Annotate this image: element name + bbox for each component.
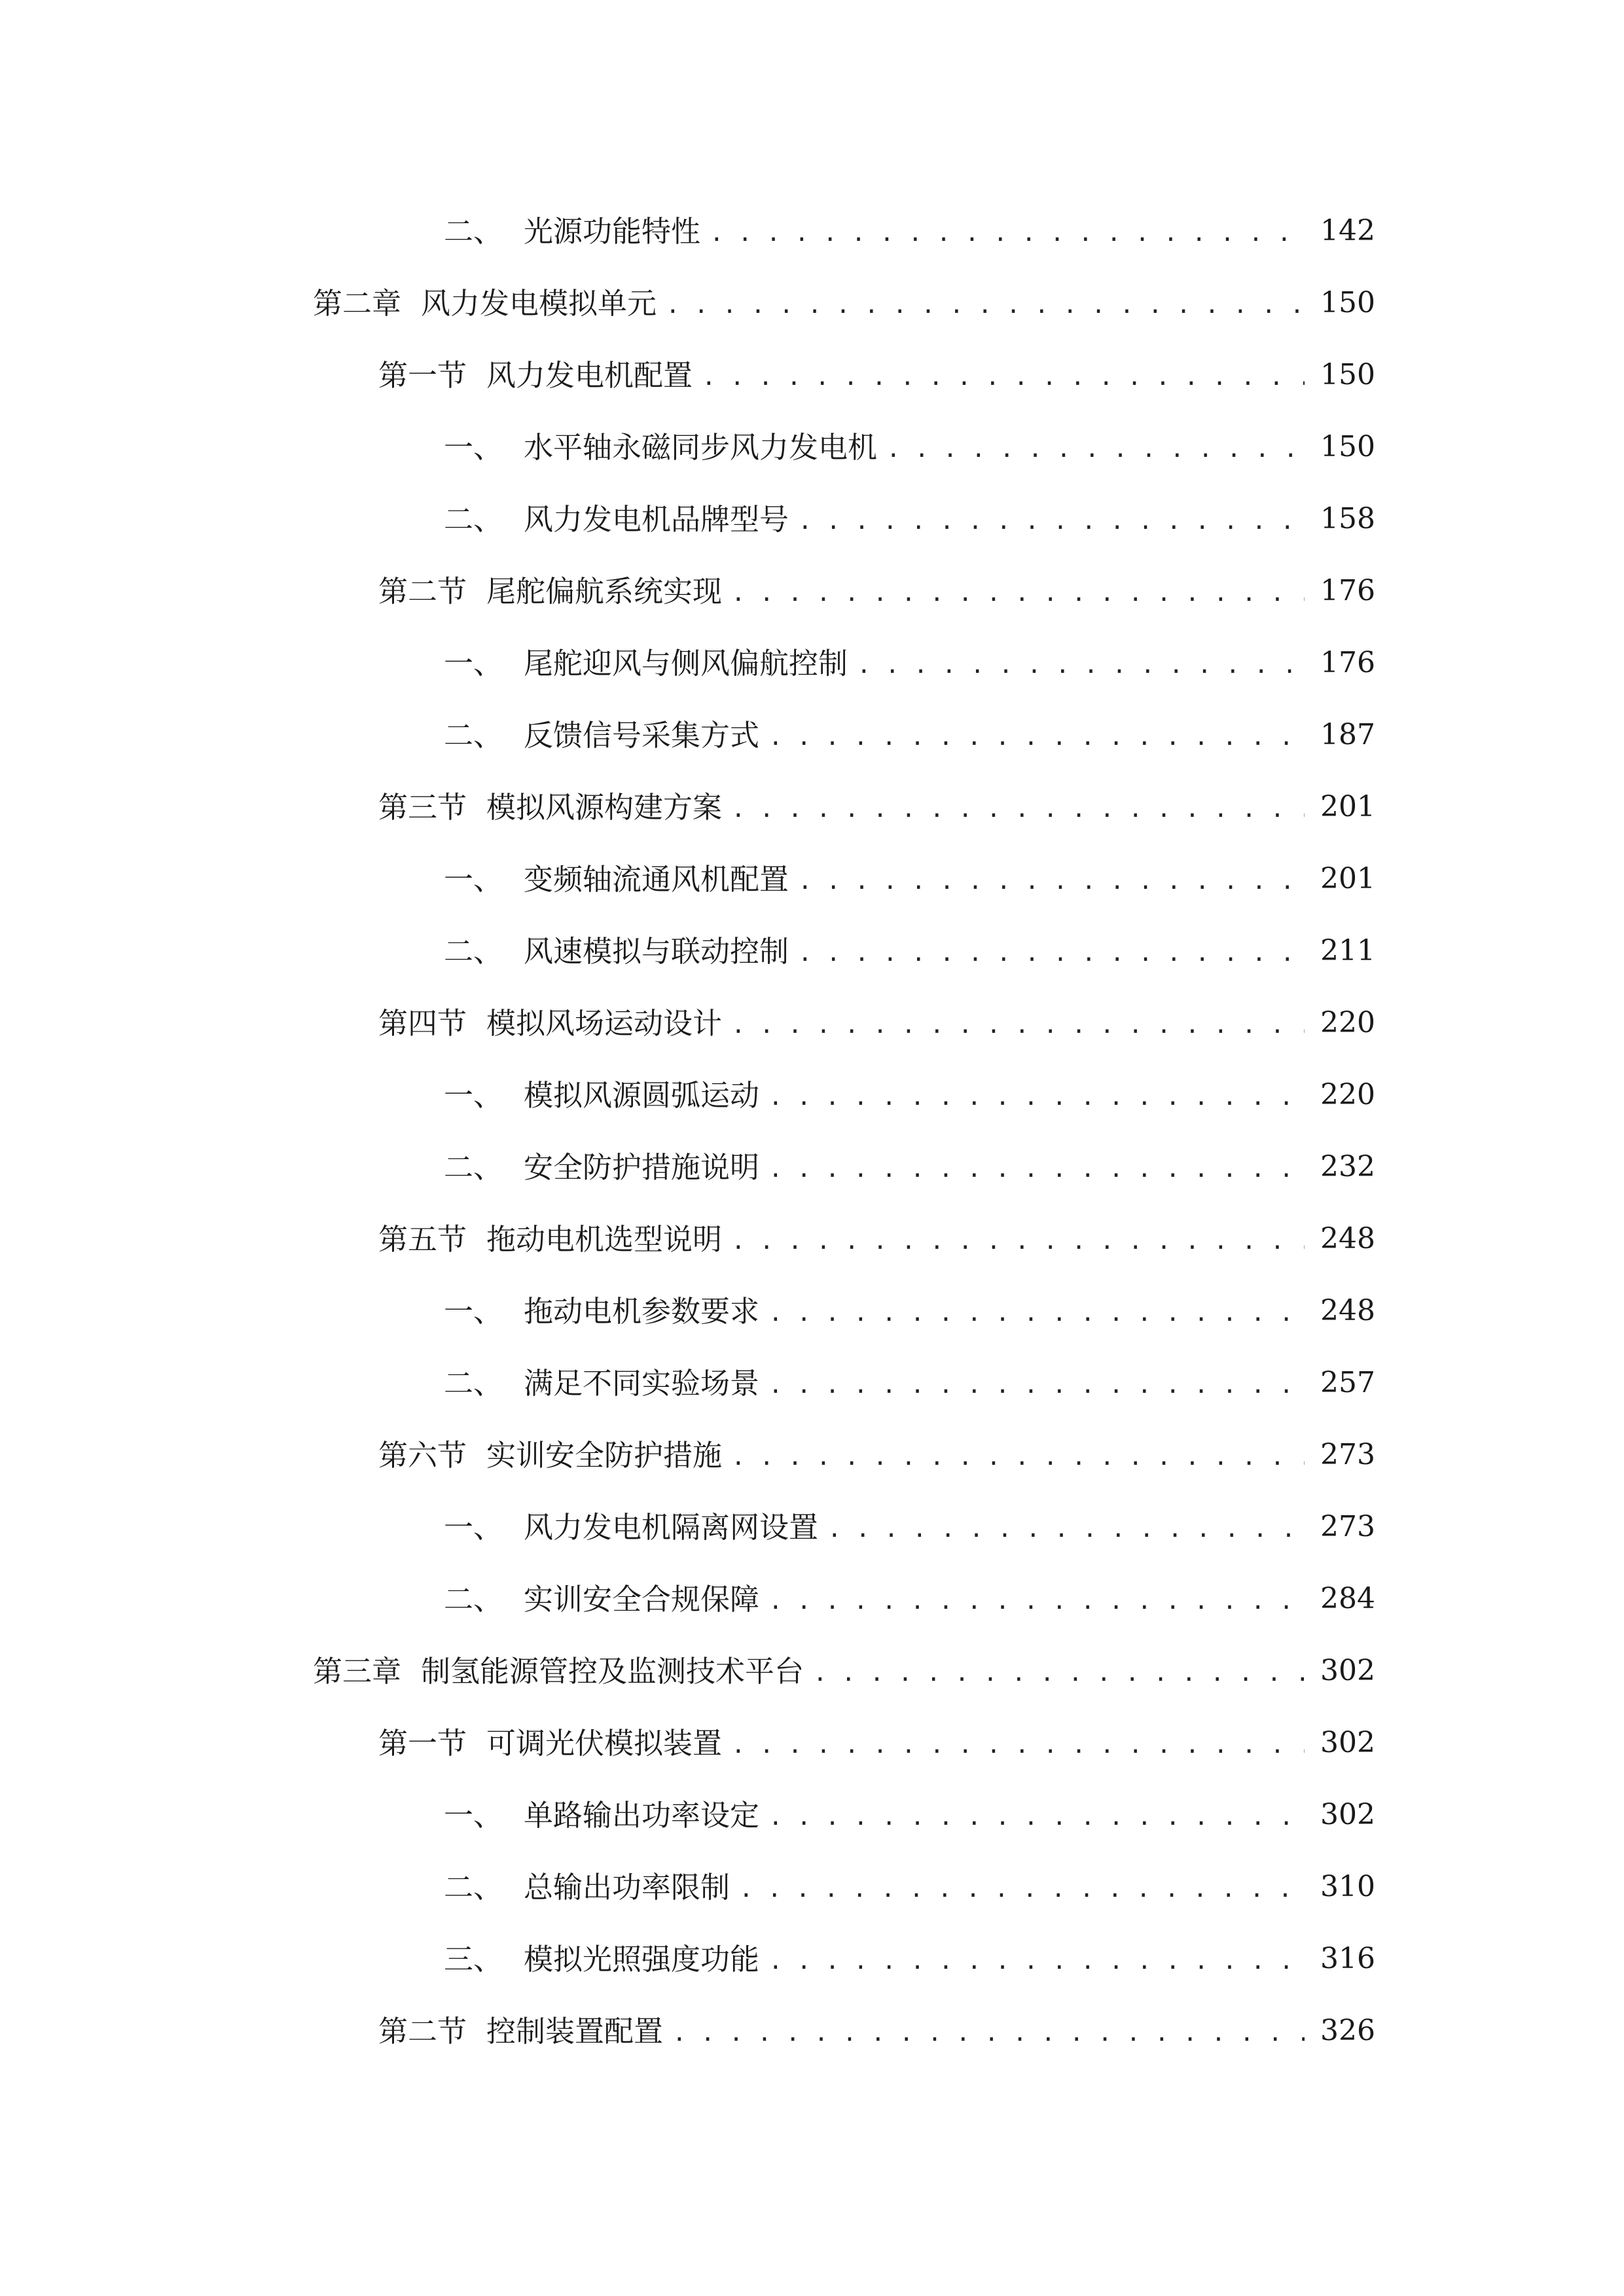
toc-page-number: 211 xyxy=(1320,934,1375,967)
toc-entry-level-3[interactable] xyxy=(0,699,1624,771)
toc-entry-link[interactable] xyxy=(444,1563,1375,1635)
toc-page-number: 158 xyxy=(1320,502,1375,535)
toc-entry-link[interactable] xyxy=(444,1131,1375,1203)
toc-entry-number: 一、 xyxy=(444,1509,503,1545)
toc-page-number: 326 xyxy=(1320,2014,1375,2047)
toc-entry-number: 第一节 xyxy=(378,1725,467,1761)
toc-entry-title: 模拟风源圆弧运动 xyxy=(524,1077,760,1113)
toc-dot-leader xyxy=(739,1878,1305,1901)
toc-dot-leader xyxy=(731,582,1305,605)
toc-entry-level-1[interactable] xyxy=(0,1635,1624,1707)
toc-entry-title: 安全防护措施说明 xyxy=(524,1149,760,1185)
toc-entry-number: 一、 xyxy=(444,429,503,465)
toc-dot-leader xyxy=(666,294,1305,317)
toc-entry-level-3[interactable] xyxy=(0,1851,1624,1923)
toc-entry-title: 尾舵偏航系统实现 xyxy=(486,573,723,609)
toc-dot-leader xyxy=(672,2022,1305,2045)
toc-entry-level-3[interactable] xyxy=(0,915,1624,987)
toc-dot-leader xyxy=(731,1734,1305,1757)
toc-entry-level-2[interactable] xyxy=(0,771,1624,843)
toc-page-number: 284 xyxy=(1320,1582,1375,1615)
toc-entry-link[interactable] xyxy=(378,1203,1375,1275)
toc-dot-leader xyxy=(857,654,1305,677)
toc-page-number: 273 xyxy=(1320,1438,1375,1471)
table-of-contents xyxy=(0,195,1624,2067)
toc-dot-leader xyxy=(827,1518,1305,1541)
toc-entry-number: 第一节 xyxy=(378,357,467,393)
toc-entry-title: 单路输出功率设定 xyxy=(524,1797,760,1833)
toc-entry-level-3[interactable] xyxy=(0,195,1624,267)
toc-entry-number: 第三章 xyxy=(313,1653,402,1689)
toc-dot-leader xyxy=(798,510,1305,533)
toc-entry-number: 二、 xyxy=(444,213,503,249)
toc-page-number: 142 xyxy=(1320,214,1375,247)
toc-entry-number: 第六节 xyxy=(378,1437,467,1473)
toc-page-number: 310 xyxy=(1320,1870,1375,1903)
toc-entry-number: 二、 xyxy=(444,501,503,537)
toc-entry-number: 二、 xyxy=(444,1869,503,1905)
toc-entry-level-3[interactable] xyxy=(0,1347,1624,1419)
toc-page-number: 302 xyxy=(1320,1726,1375,1759)
toc-entry-title: 模拟光照强度功能 xyxy=(524,1941,760,1977)
toc-entry-link[interactable] xyxy=(444,411,1375,483)
toc-entry-level-3[interactable] xyxy=(0,1923,1624,1995)
toc-page-number: 232 xyxy=(1320,1150,1375,1183)
toc-entry-link[interactable] xyxy=(378,339,1375,411)
toc-entry-link[interactable] xyxy=(313,1635,1375,1707)
toc-page-number: 201 xyxy=(1320,862,1375,895)
toc-entry-link[interactable] xyxy=(444,627,1375,699)
toc-entry-link[interactable] xyxy=(444,843,1375,915)
toc-page-number: 248 xyxy=(1320,1222,1375,1255)
toc-entry-number: 一、 xyxy=(444,1293,503,1329)
toc-dot-leader xyxy=(768,1302,1305,1325)
toc-entry-number: 第五节 xyxy=(378,1221,467,1257)
toc-entry-level-3[interactable] xyxy=(0,1563,1624,1635)
toc-page-number: 201 xyxy=(1320,790,1375,823)
toc-page-number: 187 xyxy=(1320,718,1375,751)
toc-entry-number: 第二节 xyxy=(378,573,467,609)
toc-entry-title: 实训安全合规保障 xyxy=(524,1581,760,1617)
toc-dot-leader xyxy=(768,1374,1305,1397)
toc-entry-level-2[interactable] xyxy=(0,339,1624,411)
toc-entry-level-1[interactable] xyxy=(0,267,1624,339)
toc-entry-title: 水平轴永磁同步风力发电机 xyxy=(524,429,878,465)
toc-dot-leader xyxy=(768,1950,1305,1973)
toc-entry-title: 风力发电机配置 xyxy=(486,357,693,393)
toc-entry-link[interactable] xyxy=(444,1851,1375,1923)
toc-page-number: 302 xyxy=(1320,1654,1375,1687)
toc-entry-link[interactable] xyxy=(444,1347,1375,1419)
toc-page-number: 316 xyxy=(1320,1942,1375,1975)
toc-entry-link[interactable] xyxy=(378,987,1375,1059)
toc-page-number: 273 xyxy=(1320,1510,1375,1543)
toc-page-number: 257 xyxy=(1320,1366,1375,1399)
toc-entry-title: 模拟风场运动设计 xyxy=(486,1005,723,1041)
toc-entry-title: 风速模拟与联动控制 xyxy=(524,933,789,969)
toc-page-number: 220 xyxy=(1320,1006,1375,1039)
toc-entry-level-2[interactable] xyxy=(0,987,1624,1059)
toc-entry-title: 风力发电机品牌型号 xyxy=(524,501,789,537)
toc-page-number: 248 xyxy=(1320,1294,1375,1327)
toc-page-number: 176 xyxy=(1320,646,1375,679)
toc-entry-number: 第三节 xyxy=(378,789,467,825)
toc-entry-number: 二、 xyxy=(444,1149,503,1185)
toc-entry-number: 第四节 xyxy=(378,1005,467,1041)
toc-entry-number: 一、 xyxy=(444,1077,503,1113)
toc-dot-leader xyxy=(768,1806,1305,1829)
toc-dot-leader xyxy=(731,798,1305,821)
toc-entry-level-3[interactable] xyxy=(0,1491,1624,1563)
toc-page-number: 220 xyxy=(1320,1078,1375,1111)
toc-entry-link[interactable] xyxy=(378,1995,1375,2067)
toc-dot-leader xyxy=(731,1446,1305,1469)
toc-entry-link[interactable] xyxy=(444,1059,1375,1131)
toc-entry-title: 光源功能特性 xyxy=(524,213,701,249)
toc-entry-number: 第二节 xyxy=(378,2013,467,2049)
toc-entry-level-3[interactable] xyxy=(0,1059,1624,1131)
toc-entry-title: 拖动电机选型说明 xyxy=(486,1221,723,1257)
toc-entry-number: 一、 xyxy=(444,1797,503,1833)
toc-entry-title: 可调光伏模拟装置 xyxy=(486,1725,723,1761)
toc-entry-title: 实训安全防护措施 xyxy=(486,1437,723,1473)
toc-entry-link[interactable] xyxy=(313,267,1375,339)
toc-entry-number: 二、 xyxy=(444,933,503,969)
toc-dot-leader xyxy=(768,1086,1305,1109)
toc-page-number: 150 xyxy=(1320,430,1375,463)
toc-entry-link[interactable] xyxy=(378,555,1375,627)
toc-entry-link[interactable] xyxy=(444,1779,1375,1851)
toc-entry-level-2[interactable] xyxy=(0,555,1624,627)
toc-entry-link[interactable] xyxy=(378,771,1375,843)
toc-entry-number: 第二章 xyxy=(313,285,402,321)
toc-dot-leader xyxy=(768,1158,1305,1181)
toc-entry-level-3[interactable] xyxy=(0,1131,1624,1203)
toc-page-number: 150 xyxy=(1320,286,1375,319)
toc-dot-leader xyxy=(768,1590,1305,1613)
toc-entry-link[interactable] xyxy=(444,699,1375,771)
toc-entry-title: 风力发电机隔离网设置 xyxy=(524,1509,819,1545)
toc-entry-title: 总输出功率限制 xyxy=(524,1869,731,1905)
toc-entry-level-2[interactable] xyxy=(0,1419,1624,1491)
toc-dot-leader xyxy=(798,870,1305,893)
toc-entry-level-3[interactable] xyxy=(0,627,1624,699)
toc-entry-level-2[interactable] xyxy=(0,1995,1624,2067)
toc-entry-title: 反馈信号采集方式 xyxy=(524,717,760,753)
toc-entry-title: 尾舵迎风与侧风偏航控制 xyxy=(524,645,848,681)
toc-dot-leader xyxy=(731,1230,1305,1253)
toc-entry-level-3[interactable] xyxy=(0,1779,1624,1851)
toc-entry-level-3[interactable] xyxy=(0,1275,1624,1347)
toc-dot-leader xyxy=(813,1662,1305,1685)
toc-entry-number: 三、 xyxy=(444,1941,503,1977)
toc-entry-link[interactable] xyxy=(378,1419,1375,1491)
toc-entry-number: 二、 xyxy=(444,1365,503,1401)
toc-entry-link[interactable] xyxy=(444,1923,1375,1995)
toc-dot-leader xyxy=(768,726,1305,749)
toc-entry-level-3[interactable] xyxy=(0,843,1624,915)
toc-entry-number: 二、 xyxy=(444,717,503,753)
toc-page-number: 302 xyxy=(1320,1798,1375,1831)
toc-dot-leader xyxy=(798,942,1305,965)
toc-entry-title: 制氢能源管控及监测技术平台 xyxy=(421,1653,804,1689)
toc-dot-leader xyxy=(731,1014,1305,1037)
toc-dot-leader xyxy=(886,438,1305,461)
toc-entry-level-3[interactable] xyxy=(0,483,1624,555)
toc-page-number: 176 xyxy=(1320,574,1375,607)
toc-entry-level-2[interactable] xyxy=(0,1707,1624,1779)
toc-entry-number: 二、 xyxy=(444,1581,503,1617)
toc-entry-link[interactable] xyxy=(444,483,1375,555)
toc-entry-link[interactable] xyxy=(444,1275,1375,1347)
toc-entry-title: 模拟风源构建方案 xyxy=(486,789,723,825)
toc-dot-leader xyxy=(710,222,1305,245)
toc-entry-link[interactable] xyxy=(444,195,1375,267)
toc-page-number: 150 xyxy=(1320,358,1375,391)
toc-entry-number: 一、 xyxy=(444,645,503,681)
toc-entry-title: 拖动电机参数要求 xyxy=(524,1293,760,1329)
toc-entry-title: 满足不同实验场景 xyxy=(524,1365,760,1401)
toc-entry-level-3[interactable] xyxy=(0,411,1624,483)
toc-entry-link[interactable] xyxy=(378,1707,1375,1779)
toc-entry-title: 风力发电模拟单元 xyxy=(421,285,657,321)
toc-entry-number: 一、 xyxy=(444,861,503,897)
toc-dot-leader xyxy=(702,366,1305,389)
toc-entry-link[interactable] xyxy=(444,915,1375,987)
toc-entry-title: 变频轴流通风机配置 xyxy=(524,861,789,897)
toc-entry-level-2[interactable] xyxy=(0,1203,1624,1275)
toc-entry-link[interactable] xyxy=(444,1491,1375,1563)
toc-entry-title: 控制装置配置 xyxy=(486,2013,664,2049)
